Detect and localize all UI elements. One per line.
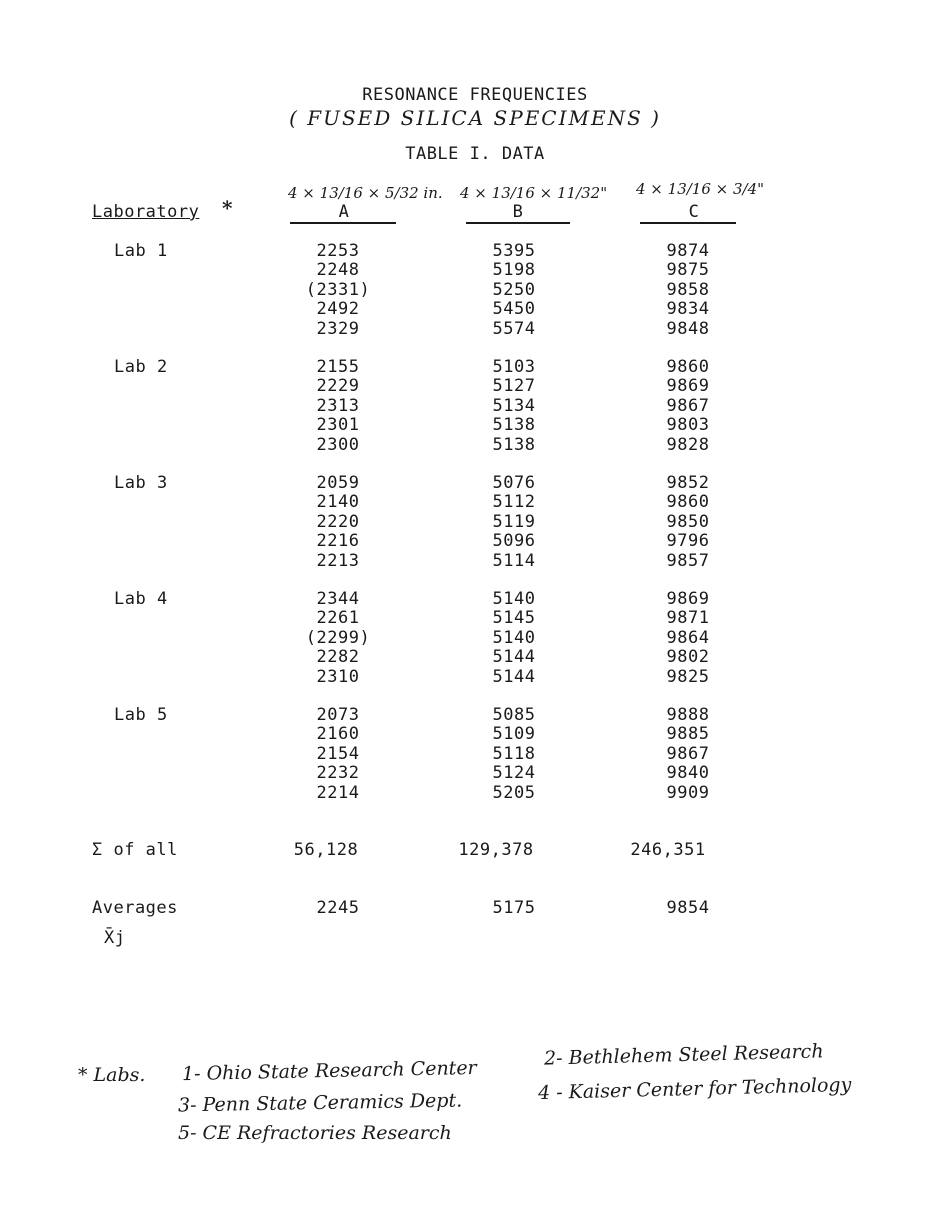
cell-a: 2344 xyxy=(316,589,360,609)
cell-b: 5114 xyxy=(492,550,536,571)
cell-a: 2310 xyxy=(316,666,360,687)
column-c-letter: C xyxy=(688,202,700,222)
table-subtitle: ( FUSED SILICA SPECIMENS ) xyxy=(289,106,661,130)
cell-b: 5450 xyxy=(492,299,536,320)
cell-a: 2248 xyxy=(316,260,360,281)
lab-name: Lab 4 xyxy=(114,589,168,609)
cell-c: 9875 xyxy=(666,260,710,281)
cell-b: 5138 xyxy=(492,434,536,455)
cell-b: 5134 xyxy=(492,395,536,416)
cell-a: 2154 xyxy=(316,743,360,764)
cell-b: 5112 xyxy=(492,492,536,513)
cell-c: 9828 xyxy=(666,434,710,455)
lab-name: Lab 5 xyxy=(114,705,168,725)
cell-a: 2160 xyxy=(316,724,360,745)
lab-name: Lab 3 xyxy=(114,473,168,493)
cell-b: 5096 xyxy=(492,531,536,552)
footnote-prefix: * Labs. xyxy=(78,1064,146,1086)
cell-c: 9858 xyxy=(666,279,710,300)
sum-b: 129,378 xyxy=(458,840,534,860)
cell-a: 2220 xyxy=(316,511,360,532)
column-c-underline xyxy=(640,222,736,224)
averages-symbol: X̄j xyxy=(104,928,126,948)
cell-a: (2331) xyxy=(305,279,371,300)
cell-a: 2140 xyxy=(316,492,360,513)
footnote-lab-1: 1- Ohio State Research Center xyxy=(181,1056,477,1086)
cell-b: 5395 xyxy=(492,241,536,261)
cell-a: 2329 xyxy=(316,318,360,339)
footnote-lab-5: 5- CE Refractories Research xyxy=(178,1122,452,1144)
asterisk-mark: * xyxy=(222,196,233,220)
cell-c: 9869 xyxy=(666,589,710,609)
cell-b: 5076 xyxy=(492,473,536,493)
cell-c: 9802 xyxy=(666,647,710,668)
cell-b: 5124 xyxy=(492,763,536,784)
cell-c: 9825 xyxy=(666,666,710,687)
cell-a: 2300 xyxy=(316,434,360,455)
cell-b: 5109 xyxy=(492,724,536,745)
cell-c: 9796 xyxy=(666,531,710,552)
cell-c: 9864 xyxy=(666,627,710,648)
cell-a: 2059 xyxy=(316,473,360,493)
column-b-underline xyxy=(466,222,570,224)
column-b-dimensions: 4 × 13/16 × 11/32" xyxy=(460,184,608,202)
column-b-letter: B xyxy=(512,202,524,222)
sum-label: Σ of all xyxy=(92,840,178,860)
cell-c: 9867 xyxy=(666,743,710,764)
cell-b: 5140 xyxy=(492,589,536,609)
cell-c: 9909 xyxy=(666,782,710,803)
cell-a: 2492 xyxy=(316,299,360,320)
cell-c: 9850 xyxy=(666,511,710,532)
cell-c: 9852 xyxy=(666,473,710,493)
lab-name: Lab 1 xyxy=(114,241,168,261)
cell-c: 9874 xyxy=(666,241,710,261)
cell-c: 9888 xyxy=(666,705,710,725)
cell-c: 9867 xyxy=(666,395,710,416)
cell-b: 5144 xyxy=(492,647,536,668)
sum-c: 246,351 xyxy=(630,840,706,860)
average-a: 2245 xyxy=(316,898,360,918)
cell-a: 2282 xyxy=(316,647,360,668)
cell-a: 2155 xyxy=(316,357,360,377)
cell-b: 5119 xyxy=(492,511,536,532)
cell-b: 5085 xyxy=(492,705,536,725)
column-c-dimensions: 4 × 13/16 × 3/4" xyxy=(636,180,765,198)
cell-a: 2301 xyxy=(316,415,360,436)
column-a-underline xyxy=(290,222,396,224)
footnote-lab-4: 4 - Kaiser Center for Technology xyxy=(537,1073,852,1105)
cell-b: 5205 xyxy=(492,782,536,803)
cell-c: 9803 xyxy=(666,415,710,436)
cell-b: 5140 xyxy=(492,627,536,648)
cell-c: 9860 xyxy=(666,492,710,513)
cell-c: 9857 xyxy=(666,550,710,571)
cell-a: 2213 xyxy=(316,550,360,571)
cell-c: 9840 xyxy=(666,763,710,784)
laboratory-header: Laboratory xyxy=(92,202,200,222)
cell-c: 9834 xyxy=(666,299,710,320)
column-a-dimensions: 4 × 13/16 × 5/32 in. xyxy=(288,184,443,202)
cell-a: 2253 xyxy=(316,241,360,261)
column-a-letter: A xyxy=(338,202,350,222)
cell-a: (2299) xyxy=(305,627,371,648)
cell-a: 2229 xyxy=(316,376,360,397)
cell-b: 5250 xyxy=(492,279,536,300)
cell-b: 5138 xyxy=(492,415,536,436)
cell-a: 2216 xyxy=(316,531,360,552)
cell-c: 9869 xyxy=(666,376,710,397)
cell-b: 5574 xyxy=(492,318,536,339)
footnote-lab-3: 3- Penn State Ceramics Dept. xyxy=(177,1089,463,1117)
cell-c: 9860 xyxy=(666,357,710,377)
cell-b: 5103 xyxy=(492,357,536,377)
cell-a: 2261 xyxy=(316,608,360,629)
cell-a: 2214 xyxy=(316,782,360,803)
cell-b: 5145 xyxy=(492,608,536,629)
average-c: 9854 xyxy=(666,898,710,918)
cell-a: 2073 xyxy=(316,705,360,725)
table-title: RESONANCE FREQUENCIES xyxy=(362,85,588,105)
cell-b: 5127 xyxy=(492,376,536,397)
sum-a: 56,128 xyxy=(293,840,359,860)
cell-c: 9885 xyxy=(666,724,710,745)
cell-b: 5144 xyxy=(492,666,536,687)
average-b: 5175 xyxy=(492,898,536,918)
footnote-lab-2: 2- Bethlehem Steel Research xyxy=(543,1040,824,1070)
cell-b: 5198 xyxy=(492,260,536,281)
cell-a: 2313 xyxy=(316,395,360,416)
table-label: TABLE I. DATA xyxy=(405,144,545,164)
cell-c: 9848 xyxy=(666,318,710,339)
lab-name: Lab 2 xyxy=(114,357,168,377)
cell-c: 9871 xyxy=(666,608,710,629)
cell-a: 2232 xyxy=(316,763,360,784)
averages-label: Averages xyxy=(92,898,178,918)
cell-b: 5118 xyxy=(492,743,536,764)
